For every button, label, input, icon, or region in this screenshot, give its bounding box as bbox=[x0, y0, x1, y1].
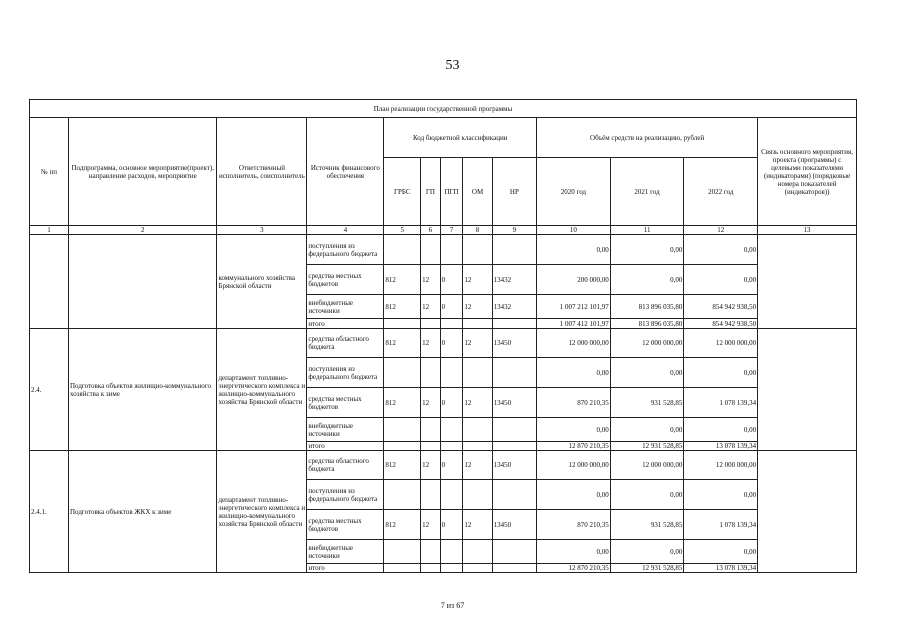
amount-2020: 12 870 210,35 bbox=[537, 442, 611, 451]
indicator-link-cell bbox=[758, 329, 857, 451]
header-budget-code: Код бюджетной классификации bbox=[384, 118, 537, 158]
amount-2020: 12 870 210,35 bbox=[537, 564, 611, 573]
source-cell: итого bbox=[307, 564, 384, 573]
source-cell: средства местных бюджетов bbox=[307, 388, 384, 418]
indicator-link-cell bbox=[758, 235, 857, 329]
amount-2022: 1 078 139,34 bbox=[684, 510, 758, 540]
table-title: План реализации государственной программы bbox=[30, 100, 857, 118]
amount-2021: 12 000 000,00 bbox=[610, 329, 684, 358]
item-number: 2.4.1. bbox=[30, 451, 69, 573]
table-row bbox=[30, 451, 857, 480]
grbs-cell: 812 bbox=[384, 265, 421, 295]
nr-cell: 13432 bbox=[492, 295, 536, 319]
executor-cell: коммунального хозяйства Брянской области bbox=[217, 235, 307, 329]
amount-2020: 1 007 212 101,97 bbox=[537, 295, 611, 319]
grbs-cell bbox=[384, 540, 421, 564]
amount-2022: 13 078 139,34 bbox=[684, 564, 758, 573]
pgp-cell: 0 bbox=[440, 451, 463, 480]
nr-cell bbox=[492, 319, 536, 329]
header-num: № пп bbox=[30, 118, 69, 226]
header-2022: 2022 год bbox=[684, 158, 758, 226]
header-executor: Ответственный исполнитель, соисполнитель bbox=[217, 118, 307, 226]
amount-2020: 12 000 000,00 bbox=[537, 451, 611, 480]
gp-cell: 12 bbox=[421, 510, 441, 540]
om-cell: 12 bbox=[463, 451, 492, 480]
col-number: 1 bbox=[30, 226, 69, 235]
executor-cell: департамент топливно-энергетического комплекса и жилищно-коммунального хозяйства Брянской области bbox=[217, 451, 307, 573]
amount-2020: 0,00 bbox=[537, 540, 611, 564]
source-cell: внебюджетные источники bbox=[307, 295, 384, 319]
amount-2020: 200 000,00 bbox=[537, 265, 611, 295]
amount-2022: 0,00 bbox=[684, 358, 758, 388]
pgp-cell bbox=[440, 235, 463, 265]
header-subprogram: Подпрограмма, основное мероприятие(проект), направление расходов, мероприятие bbox=[69, 118, 217, 226]
om-cell bbox=[463, 358, 492, 388]
item-name: Подготовка объектов ЖКХ к зиме bbox=[69, 451, 217, 573]
col-number: 9 bbox=[492, 226, 536, 235]
grbs-cell bbox=[384, 319, 421, 329]
amount-2021: 813 896 035,80 bbox=[610, 319, 684, 329]
col-number: 10 bbox=[537, 226, 611, 235]
gp-cell: 12 bbox=[421, 451, 441, 480]
page-footer: 7 из 67 bbox=[440, 601, 465, 610]
header-gp: ГП bbox=[421, 158, 441, 226]
header-nr: НР bbox=[492, 158, 536, 226]
om-cell bbox=[463, 418, 492, 442]
gp-cell bbox=[421, 480, 441, 510]
om-cell: 12 bbox=[463, 329, 492, 358]
program-plan-table bbox=[29, 99, 857, 573]
pgp-cell bbox=[440, 480, 463, 510]
source-cell: итого bbox=[307, 319, 384, 329]
om-cell bbox=[463, 442, 492, 451]
om-cell bbox=[463, 540, 492, 564]
header-link: Связь основного мероприятия, проекта (программы) с целевыми показателями (индикаторами) (порядковые номера показателей (индикаторов)) bbox=[758, 118, 857, 226]
amount-2021: 12 000 000,00 bbox=[610, 451, 684, 480]
source-cell: внебюджетные источники bbox=[307, 540, 384, 564]
indicator-link-cell bbox=[758, 451, 857, 573]
grbs-cell bbox=[384, 564, 421, 573]
col-number: 8 bbox=[463, 226, 492, 235]
header-source: Источник финансового обеспечения bbox=[307, 118, 384, 226]
amount-2020: 1 007 412 101,97 bbox=[537, 319, 611, 329]
amount-2022: 0,00 bbox=[684, 480, 758, 510]
header-volume: Объём средств на реализацию, рублей bbox=[537, 118, 758, 158]
pgp-cell bbox=[440, 319, 463, 329]
om-cell: 12 bbox=[463, 265, 492, 295]
amount-2021: 931 528,85 bbox=[610, 388, 684, 418]
col-number: 5 bbox=[384, 226, 421, 235]
gp-cell: 12 bbox=[421, 295, 441, 319]
pgp-cell bbox=[440, 442, 463, 451]
amount-2021: 12 931 528,85 bbox=[610, 442, 684, 451]
nr-cell bbox=[492, 540, 536, 564]
col-number: 2 bbox=[69, 226, 217, 235]
pgp-cell: 0 bbox=[440, 265, 463, 295]
executor-cell: департамент топливно-энергетического комплекса и жилищно-коммунального хозяйства Брянской области bbox=[217, 329, 307, 451]
col-number: 6 bbox=[421, 226, 441, 235]
amount-2020: 0,00 bbox=[537, 358, 611, 388]
nr-cell: 13450 bbox=[492, 329, 536, 358]
source-cell: итого bbox=[307, 442, 384, 451]
gp-cell: 12 bbox=[421, 388, 441, 418]
amount-2020: 0,00 bbox=[537, 418, 611, 442]
source-cell: средства областного бюджета bbox=[307, 329, 384, 358]
grbs-cell bbox=[384, 480, 421, 510]
col-number: 12 bbox=[684, 226, 758, 235]
grbs-cell bbox=[384, 418, 421, 442]
gp-cell bbox=[421, 564, 441, 573]
header-2021: 2021 год bbox=[610, 158, 684, 226]
amount-2021: 0,00 bbox=[610, 235, 684, 265]
amount-2020: 0,00 bbox=[537, 480, 611, 510]
header-2020: 2020 год bbox=[537, 158, 611, 226]
amount-2021: 0,00 bbox=[610, 358, 684, 388]
header-om: ОМ bbox=[463, 158, 492, 226]
amount-2020: 12 000 000,00 bbox=[537, 329, 611, 358]
amount-2021: 0,00 bbox=[610, 480, 684, 510]
col-number: 4 bbox=[307, 226, 384, 235]
om-cell bbox=[463, 319, 492, 329]
pgp-cell bbox=[440, 418, 463, 442]
om-cell bbox=[463, 235, 492, 265]
gp-cell bbox=[421, 358, 441, 388]
amount-2022: 854 942 938,50 bbox=[684, 319, 758, 329]
item-name bbox=[69, 235, 217, 329]
pgp-cell: 0 bbox=[440, 510, 463, 540]
pgp-cell: 0 bbox=[440, 388, 463, 418]
header-pgp: ПГП bbox=[440, 158, 463, 226]
amount-2022: 0,00 bbox=[684, 418, 758, 442]
nr-cell: 13450 bbox=[492, 510, 536, 540]
pgp-cell bbox=[440, 564, 463, 573]
amount-2022: 12 000 000,00 bbox=[684, 451, 758, 480]
amount-2022: 0,00 bbox=[684, 235, 758, 265]
nr-cell: 13450 bbox=[492, 451, 536, 480]
grbs-cell: 812 bbox=[384, 295, 421, 319]
amount-2022: 854 942 938,50 bbox=[684, 295, 758, 319]
source-cell: средства областного бюджета bbox=[307, 451, 384, 480]
source-cell: поступления из федерального бюджета bbox=[307, 358, 384, 388]
grbs-cell bbox=[384, 235, 421, 265]
gp-cell bbox=[421, 540, 441, 564]
grbs-cell bbox=[384, 442, 421, 451]
grbs-cell: 812 bbox=[384, 329, 421, 358]
amount-2021: 0,00 bbox=[610, 418, 684, 442]
page-number: 53 bbox=[445, 58, 460, 73]
grbs-cell: 812 bbox=[384, 510, 421, 540]
col-number: 3 bbox=[217, 226, 307, 235]
amount-2021: 0,00 bbox=[610, 540, 684, 564]
source-cell: поступления из федерального бюджета bbox=[307, 235, 384, 265]
source-cell: средства местных бюджетов bbox=[307, 510, 384, 540]
amount-2022: 1 078 139,34 bbox=[684, 388, 758, 418]
nr-cell: 13450 bbox=[492, 388, 536, 418]
amount-2020: 870 210,35 bbox=[537, 388, 611, 418]
item-name: Подготовка объектов жилищно-коммунального хозяйства к зиме bbox=[69, 329, 217, 451]
om-cell bbox=[463, 564, 492, 573]
grbs-cell: 812 bbox=[384, 451, 421, 480]
amount-2021: 931 528,85 bbox=[610, 510, 684, 540]
gp-cell: 12 bbox=[421, 265, 441, 295]
amount-2022: 0,00 bbox=[684, 540, 758, 564]
grbs-cell: 812 bbox=[384, 388, 421, 418]
gp-cell bbox=[421, 319, 441, 329]
pgp-cell bbox=[440, 540, 463, 564]
table-row bbox=[30, 329, 857, 358]
pgp-cell bbox=[440, 358, 463, 388]
om-cell: 12 bbox=[463, 295, 492, 319]
nr-cell bbox=[492, 358, 536, 388]
amount-2020: 870 210,35 bbox=[537, 510, 611, 540]
amount-2022: 12 000 000,00 bbox=[684, 329, 758, 358]
gp-cell: 12 bbox=[421, 329, 441, 358]
col-number: 13 bbox=[758, 226, 857, 235]
amount-2020: 0,00 bbox=[537, 235, 611, 265]
nr-cell bbox=[492, 480, 536, 510]
om-cell: 12 bbox=[463, 510, 492, 540]
gp-cell bbox=[421, 235, 441, 265]
pgp-cell: 0 bbox=[440, 295, 463, 319]
nr-cell bbox=[492, 418, 536, 442]
amount-2022: 13 078 139,34 bbox=[684, 442, 758, 451]
gp-cell bbox=[421, 418, 441, 442]
col-number: 7 bbox=[440, 226, 463, 235]
header-grbs: ГРБС bbox=[384, 158, 421, 226]
pgp-cell: 0 bbox=[440, 329, 463, 358]
om-cell: 12 bbox=[463, 388, 492, 418]
om-cell bbox=[463, 480, 492, 510]
amount-2021: 0,00 bbox=[610, 265, 684, 295]
source-cell: поступления из федерального бюджета bbox=[307, 480, 384, 510]
amount-2021: 813 896 035,80 bbox=[610, 295, 684, 319]
col-number: 11 bbox=[610, 226, 684, 235]
nr-cell bbox=[492, 442, 536, 451]
nr-cell bbox=[492, 235, 536, 265]
source-cell: средства местных бюджетов bbox=[307, 265, 384, 295]
amount-2022: 0,00 bbox=[684, 265, 758, 295]
gp-cell bbox=[421, 442, 441, 451]
item-number bbox=[30, 235, 69, 329]
nr-cell bbox=[492, 564, 536, 573]
source-cell: внебюджетные источники bbox=[307, 418, 384, 442]
amount-2021: 12 931 528,85 bbox=[610, 564, 684, 573]
item-number: 2.4. bbox=[30, 329, 69, 451]
nr-cell: 13432 bbox=[492, 265, 536, 295]
grbs-cell bbox=[384, 358, 421, 388]
table-row bbox=[30, 235, 857, 265]
